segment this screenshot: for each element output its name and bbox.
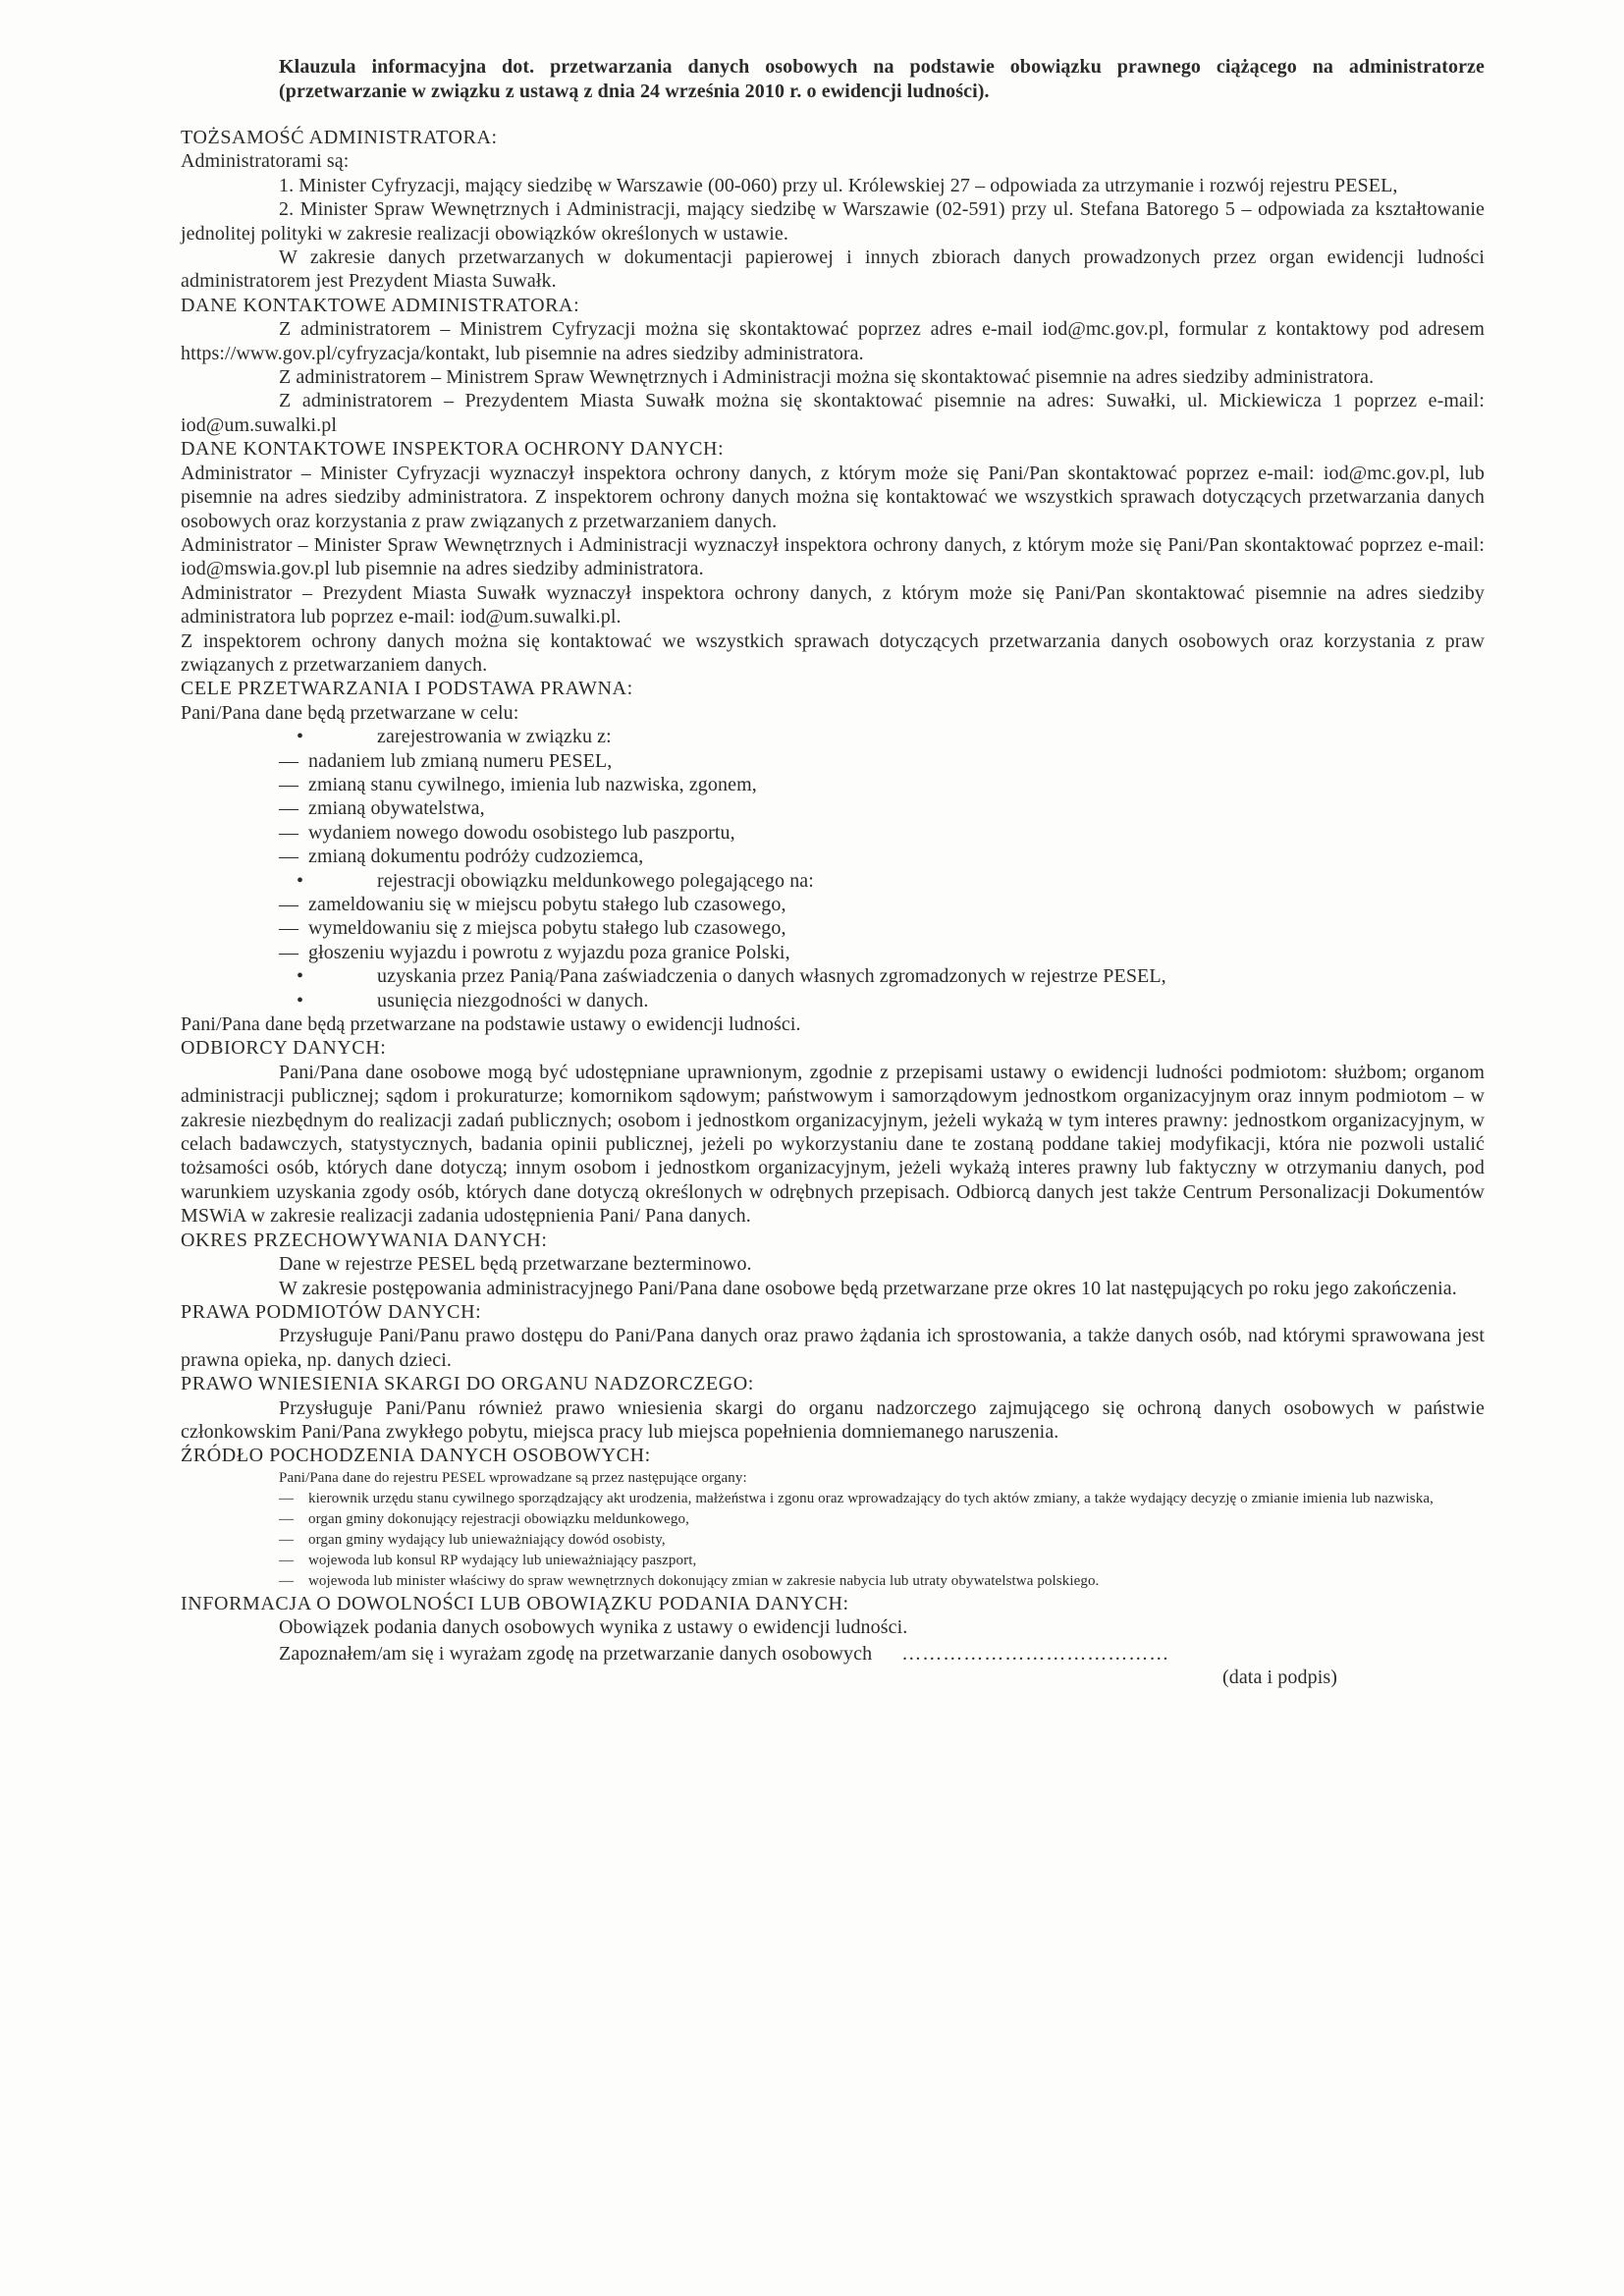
purpose-item bbox=[181, 893, 1485, 916]
dash-icon: — bbox=[279, 749, 299, 772]
purpose-intro: Pani/Pana dane będą przetwarzane w celu: bbox=[181, 701, 519, 724]
dpo-general-note: Z inspektorem ochrony danych można się kontaktować we wszystkich sprawach dotyczących przetwarzania danych osobowych oraz korzystania z praw związanych z przetwarzaniem danych. bbox=[181, 629, 1485, 676]
obligation-text: Obowiązek podania danych osobowych wynika z ustawy o ewidencji ludności. bbox=[279, 1616, 908, 1639]
dash-icon: — bbox=[279, 1552, 295, 1568]
purpose-item bbox=[181, 916, 1485, 940]
signature-line[interactable]: ………………………………… bbox=[901, 1642, 1170, 1665]
administrators-intro: Administratorami są: bbox=[181, 150, 350, 173]
purpose-item bbox=[181, 773, 1485, 796]
dpo-mayor-suwalki: Administrator – Prezydent Miasta Suwałk wyznaczył inspektora ochrony danych, z którym może się Pani/Pan skontaktować pisemnie na adres siedziby administratora lub poprzez e-mail: iod@um.suwalki.pl. bbox=[181, 581, 1485, 629]
bullet-icon: • bbox=[297, 989, 304, 1011]
purpose-item-text: usunięcia niezgodności w danych. bbox=[377, 989, 649, 1011]
purpose-item bbox=[181, 821, 1485, 845]
purpose-item-text: głoszeniu wyjazdu i powrotu z wyjazdu poza granice Polski, bbox=[308, 941, 790, 963]
complaint-text: Przysługuje Pani/Panu również prawo wniesienia skargi do organu nadzorczego zajmującego się ochroną danych osobowych w państwie członkowskim Pani/Pana zwykłego pobytu, miejsca pracy lub miejsca popełnienia domniemanego naruszenia. bbox=[181, 1396, 1485, 1443]
purpose-item-text: zameldowaniu się w miejscu pobytu stałego lub czasowego, bbox=[308, 894, 786, 915]
contact-mayor-suwalki: Z administratorem – Prezydentem Miasta Suwałk można się skontaktować pisemnie na adres: Suwałki, ul. Mickiewicza 1 poprzez e-mail: iod@um.suwalki.pl bbox=[181, 390, 1485, 436]
bullet-icon: • bbox=[297, 869, 304, 892]
dash-icon: — bbox=[279, 941, 299, 963]
retention-administrative: W zakresie postępowania administracyjnego Pani/Pana dane osobowe będą przetwarzane prze okres 10 lat następujących po roku jego zakończenia. bbox=[279, 1277, 1457, 1299]
data-source-block bbox=[181, 1468, 1485, 1592]
signature-caption: (data i podpis) bbox=[1221, 1666, 1337, 1688]
source-item-text: kierownik urzędu stanu cywilnego sporządzający akt urodzenia, małżeństwa i zgonu oraz wprowadzający do tych aktów zmiany, a także wydający decyzję o zmianie imienia lub nazwiska, bbox=[308, 1490, 1434, 1506]
purpose-item-text: zmianą obywatelstwa, bbox=[308, 797, 485, 820]
heading-dpo-contact: DANE KONTAKTOWE INSPEKTORA OCHRONY DANYCH: bbox=[181, 438, 725, 461]
source-item bbox=[181, 1489, 1485, 1509]
dash-icon: — bbox=[279, 821, 299, 844]
purpose-item bbox=[181, 964, 1485, 988]
heading-administrator-contact: DANE KONTAKTOWE ADMINISTRATORA: bbox=[181, 294, 580, 316]
source-item-text: wojewoda lub minister właściwy do spraw wewnętrznych dokonujący zmian w zakresie nabycia lub utraty obywatelstwa polskiego. bbox=[308, 1572, 1100, 1589]
purpose-item bbox=[181, 941, 1485, 964]
dash-icon: — bbox=[279, 917, 299, 940]
purpose-item bbox=[181, 845, 1485, 868]
contact-minister-interior: Z administratorem – Ministrem Spraw Wewnętrznych i Administracji można się skontaktować pisemnie na adres siedziby administratora. bbox=[279, 366, 1375, 389]
consent-signature-block bbox=[181, 1642, 1485, 1690]
dpo-minister-interior: Administrator – Minister Spraw Wewnętrznych i Administracji wyznaczył inspektora ochrony danych, z którym może się Pani/Pan skontaktować poprzez e-mail: iod@mswia.gov.pl lub pisemnie na adres siedziby administratora. bbox=[181, 533, 1485, 580]
dash-icon: — bbox=[279, 1510, 295, 1527]
purpose-item bbox=[181, 749, 1485, 773]
dash-icon: — bbox=[279, 1490, 295, 1506]
retention-pesel: Dane w rejestrze PESEL będą przetwarzane bezterminowo. bbox=[279, 1253, 752, 1276]
source-item-text: organ gminy dokonujący rejestracji obowiązku meldunkowego, bbox=[308, 1510, 689, 1527]
dash-icon: — bbox=[279, 773, 299, 795]
heading-obligation: INFORMACJA O DOWOLNOŚCI LUB OBOWIĄZKU PODANIA DANYCH: bbox=[181, 1592, 849, 1614]
recipients-text: Pani/Pana dane osobowe mogą być udostępniane uprawnionym, zgodnie z przepisami ustawy o ewidencji ludności podmiotom: służbom; organom administracji publicznej; sądom i prokuraturze; komornikom sądowym; państwowym i samorządowym jednostkom organizacyjnym oraz innym podmiotom – w zakresie niezbędnym do realizacji zadań publicznych; osobom i jednostkom organizacyjnym, jeżeli wykażą w tym interes prawny: jednostkom organizacyjnym, w celach badawczych, statystycznych, badania opinii publicznej, jeżeli po wykorzystaniu dane te zostaną poddane takiej modyfikacji, która nie pozwoli ustalić tożsamości osób, których dane dotyczą; innym osobom i jednostkom organizacyjnym, jeżeli wykażą interes prawny lub faktyczny w otrzymaniu danych, pod warunkiem uzyskania zgody osób, których dane dotyczą określonych w odrębnych przepisach. Odbiorcą danych jest także Centrum Personalizacji Dokumentów MSWiA w zakresie realizacji zadania udostępnienia Pani/ Pana danych. bbox=[181, 1061, 1485, 1228]
bullet-icon: • bbox=[297, 965, 304, 988]
administrator-paper-records: W zakresie danych przetwarzanych w dokumentacji papierowej i innych zbiorach danych prowadzonych przez organ ewidencji ludności administratorem jest Prezydent Miasta Suwałk. bbox=[181, 246, 1485, 293]
data-source-list bbox=[181, 1489, 1485, 1592]
source-item-text: wojewoda lub konsul RP wydający lub unieważniający paszport, bbox=[308, 1552, 697, 1568]
bullet-icon: • bbox=[297, 726, 304, 748]
dash-icon: — bbox=[279, 894, 299, 915]
purpose-legal-basis: Pani/Pana dane będą przetwarzane na podstawie ustawy o ewidencji ludności. bbox=[181, 1013, 801, 1036]
purpose-item-text: uzyskania przez Panią/Pana zaświadczenia o danych własnych zgromadzonych w rejestrze PESEL, bbox=[377, 965, 1166, 988]
purpose-item-text: wymeldowaniu się z miejsca pobytu stałego lub czasowego, bbox=[308, 917, 786, 940]
source-item bbox=[181, 1509, 1485, 1530]
heading-administrator-identity: TOŻSAMOŚĆ ADMINISTRATORA: bbox=[181, 127, 498, 148]
source-item bbox=[181, 1571, 1485, 1592]
purpose-item bbox=[181, 725, 1485, 748]
dpo-minister-digital: Administrator – Minister Cyfryzacji wyznaczył inspektora ochrony danych, z którym może się Pani/Pan skontaktować poprzez e-mail: iod@mc.gov.pl, lub pisemnie na adres siedziby administratora. Z inspektorem ochrony danych można się kontaktować we wszystkich sprawach dotyczących przetwarzania danych osobowych oraz korzystania z praw związanych z przetwarzaniem danych. bbox=[181, 462, 1485, 532]
rights-text: Przysługuje Pani/Panu prawo dostępu do Pani/Pana danych oraz prawo żądania ich sprostowania, a także danych osób, nad którymi sprawowana jest prawna opieka, np. danych dzieci. bbox=[181, 1325, 1485, 1371]
administrator-2: 2. Minister Spraw Wewnętrznych i Administracji, mający siedzibę w Warszawie (02-591) przy ul. Stefana Batorego 5 – odpowiada za kształtowanie jednolitej polityki w zakresie realizacji obowiązków określonych w ustawie. bbox=[181, 198, 1485, 245]
purpose-item bbox=[181, 796, 1485, 820]
heading-complaint-right: PRAWO WNIESIENIA SKARGI DO ORGANU NADZORCZEGO: bbox=[181, 1373, 754, 1395]
administrator-1: 1. Minister Cyfryzacji, mający siedzibę w Warszawie (00-060) przy ul. Królewskiej 27 – odpowiada za utrzymanie i rozwój rejestru PESEL, bbox=[279, 174, 1398, 196]
dash-icon: — bbox=[279, 1531, 295, 1548]
consent-statement: Zapoznałem/am się i wyrażam zgodę na przetwarzanie danych osobowych bbox=[279, 1642, 873, 1665]
document-title: Klauzula informacyjna dot. przetwarzania danych osobowych na podstawie obowiązku prawnego ciążącego na administratorze (przetwarzanie w związku z ustawą z dnia 24 września 2010 r. o ewidencji ludności). bbox=[279, 56, 1485, 102]
source-item bbox=[181, 1551, 1485, 1571]
purpose-item bbox=[181, 989, 1485, 1012]
data-source-intro: Pani/Pana dane do rejestru PESEL wprowadzane są przez następujące organy: bbox=[279, 1469, 747, 1486]
heading-retention: OKRES PRZECHOWYWANIA DANYCH: bbox=[181, 1229, 548, 1251]
dash-icon: — bbox=[279, 797, 299, 820]
purpose-item bbox=[181, 869, 1485, 893]
heading-data-source: ŹRÓDŁO POCHODZENIA DANYCH OSOBOWYCH: bbox=[181, 1445, 651, 1467]
document-body bbox=[181, 55, 1485, 1689]
purpose-item-text: zmianą dokumentu podróży cudzoziemca, bbox=[308, 846, 644, 868]
purpose-list bbox=[181, 725, 1485, 1012]
dash-icon: — bbox=[279, 1572, 295, 1589]
purpose-item-text: zmianą stanu cywilnego, imienia lub nazwiska, zgonem, bbox=[308, 773, 757, 795]
heading-recipients: ODBIORCY DANYCH: bbox=[181, 1037, 387, 1060]
dash-icon: — bbox=[279, 846, 299, 868]
purpose-item-text: rejestracji obowiązku meldunkowego polegającego na: bbox=[377, 869, 814, 892]
source-item bbox=[181, 1530, 1485, 1551]
heading-data-subject-rights: PRAWA PODMIOTÓW DANYCH: bbox=[181, 1300, 482, 1323]
purpose-item-text: nadaniem lub zmianą numeru PESEL, bbox=[308, 749, 613, 772]
purpose-item-text: zarejestrowania w związku z: bbox=[377, 726, 612, 748]
contact-minister-digital: Z administratorem – Ministrem Cyfryzacji można się skontaktować poprzez adres e-mail iod@mc.gov.pl, formular z kontaktowy pod adresem https://www.gov.pl/cyfryzacja/kontakt, lub pisemnie na adres siedziby administratora. bbox=[181, 318, 1485, 364]
heading-purpose-legal-basis: CELE PRZETWARZANIA I PODSTAWA PRAWNA: bbox=[181, 678, 633, 700]
purpose-item-text: wydaniem nowego dowodu osobistego lub paszportu, bbox=[308, 821, 735, 844]
source-item-text: organ gminy wydający lub unieważniający dowód osobisty, bbox=[308, 1531, 666, 1548]
